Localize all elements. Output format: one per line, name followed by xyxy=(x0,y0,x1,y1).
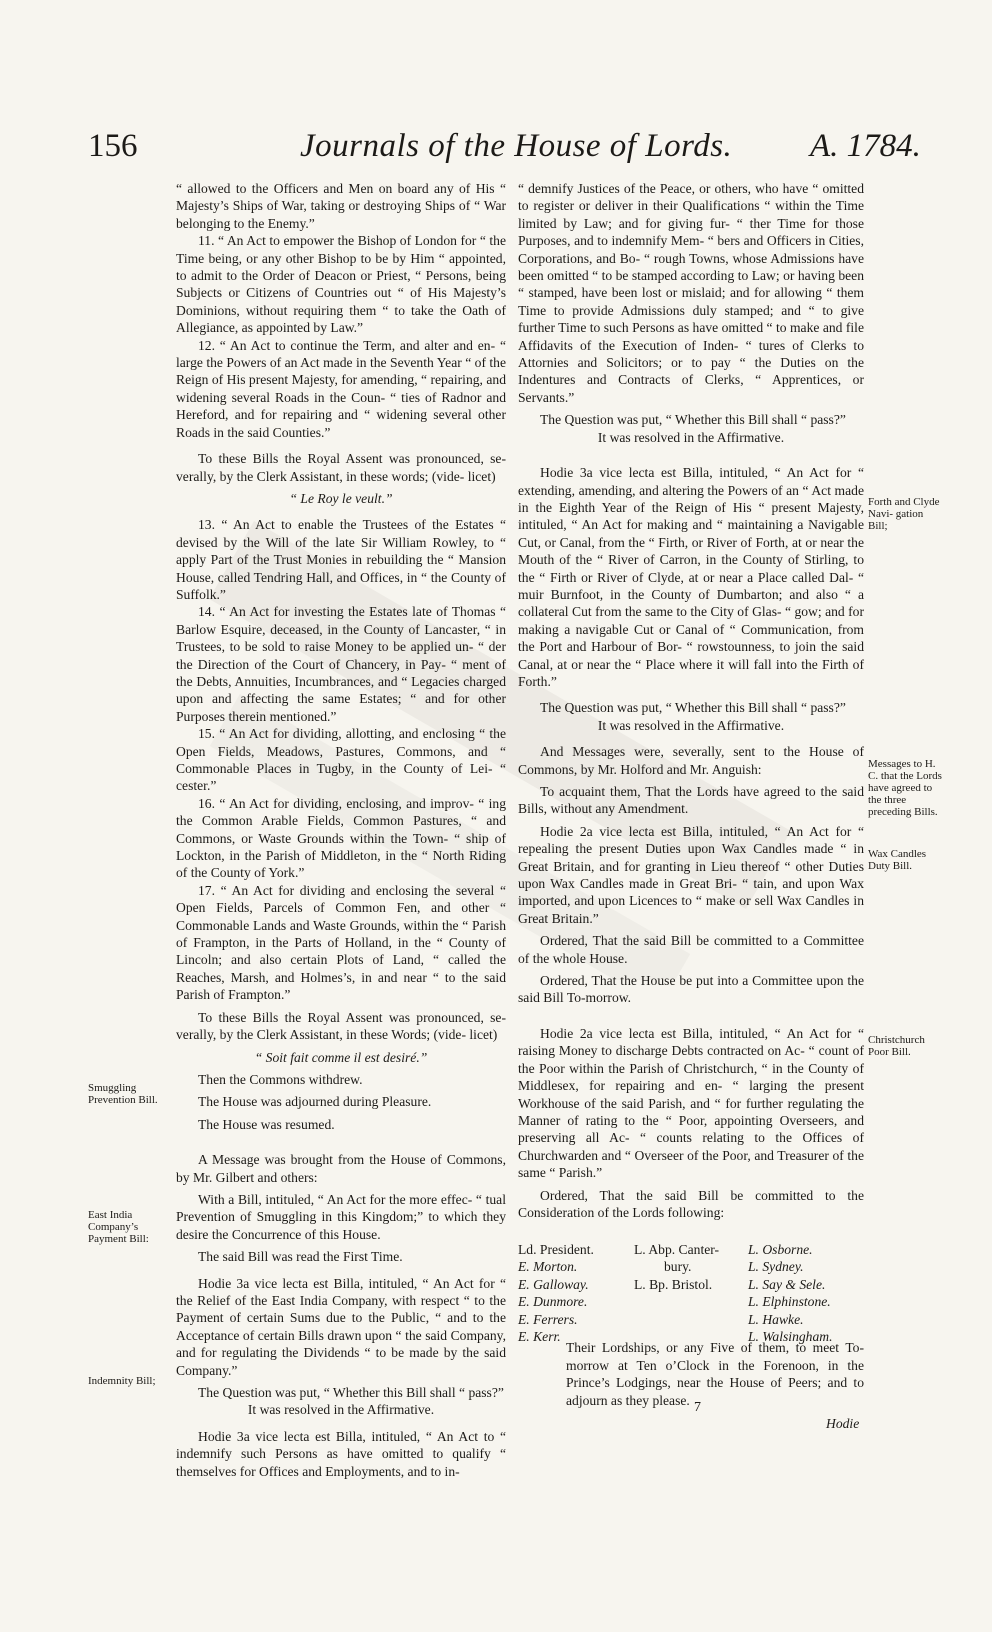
ordered-lords-committee: Ordered, That the said Bill be committed to the Consideration of the Lords following: xyxy=(518,1187,864,1220)
paragraph-christchurch-bill: Hodie 2a vice lecta est Billa, intituled, “ An Act for “ raising Money to discharge Debts contracted on Ac- “ count of the Poor within the Parish of Christchurch, “ in the County of Middlesex, for repairing and en- “ larging the present Workhouse of the said Parish, and “ for further regulating the Manner of rating to the “ Poor, appointing Overseers, and preserving all Ac- “ counts relating to the Offices of Churchwarden and “ Overseer of the Poor, and Treasurer of the same “ Parish.” xyxy=(518,1025,864,1181)
page-header xyxy=(0,128,992,176)
paragraph-forth-clyde-bill: Hodie 3a vice lecta est Billa, intituled, “ An Act for “ extending, amending, and altering the Powers of an “ Act made in the Eighth Year of the Reign of His “ present Majesty, intituled, “ An Act for making and “ maintaining a Navigable Cut, or Canal, from the “ Firth, or River of Forth, at or near the Mouth of the “ River of Carron, in the County of Stirling, to the “ Firth or River of Clyde, at or near a Place called Dal- “ muir Burnfoot, in the County of Dumbarton; and also “ a collateral Cut from the same to the City of Glas- “ gow; and for making a navigable Cut or Canal of “ Communication, from the Port and Harbour of Bor- “ rowstounness, to join the said Canal, at or near the “ Place where it will fall into the Firth of Forth.” xyxy=(518,465,864,689)
catchword: Hodie xyxy=(826,1416,860,1431)
paragraph-acquaint: To acquaint them, That the Lords have agreed to the said Bills, without any Amendment. xyxy=(518,784,864,817)
question-put-1: The Question was put, “ Whether this Bill shall “ pass?” xyxy=(198,1385,504,1400)
paragraph-wax-candles-bill: Hodie 2a vice lecta est Billa, intituled, “ An Act for “ repealing the present Duties upon Wax Candles made “ in Great Britain, and for granting in Lieu thereof “ other Duties upon Wax Candles made in Great Bri- “ tain, and upon Wax imported, and upon Licences to “ make or sell Wax Candles in Great Britain.” xyxy=(518,823,864,926)
question-put-2: The Question was put, “ Whether this Bill shall “ pass?” xyxy=(540,412,846,428)
lords-list-col-2 xyxy=(634,1241,719,1293)
paragraph-indemnity-bill: Hodie 3a vice lecta est Billa, intituled, “ An Act to “ indemnify such Persons as have omitted to qualify “ themselves for Offices and Employments, and to in- xyxy=(176,1428,506,1479)
lord-name: bury. xyxy=(664,1259,692,1275)
paragraph-indemnity-cont: “ demnify Justices of the Peace, or others, who have “ omitted to register or deliver in their Qualifications “ within the Time limited by Law; and for giving fur- “ ther Time for those Purposes, and to indemnify Mem- “ bers and Officers in Cities, Corporations, and Bo- “ rough Towns, whose Admissions have been omitted “ to be stamped according to Law; or having been “ stamped, have been lost or mislaid; and for allowing “ them Time to provide Admissions duly stamped; and “ to give further Time to such Persons as have omitted “ to make and file Affidavits of the Execution of Inden- “ tures of Clerks to Attornies and Solicitors; or to pay “ the Duties on the Indentures and Contracts of Clerks, “ Apprentices, or Servants.” xyxy=(518,181,864,405)
lords-list-col-3 xyxy=(748,1241,832,1345)
ordered-committee-tomorrow: Ordered, That the House be put into a Committee upon the said Bill To-morrow. xyxy=(518,973,864,1006)
margin-note-messages: Messages to H. C. that the Lords have agreed to the three preceding Bills. xyxy=(868,758,942,818)
ordered-committee-whole: Ordered, That the said Bill be committed to a Committee of the whole House. xyxy=(518,933,864,966)
paragraph-act-12: 12. “ An Act to continue the Term, and alter and en- “ large the Powers of an Act made in the Seventh Year “ of the Reign of His present Majesty, for amending, “ repairing, and widening several Roads in the Coun- “ ties of Radnor and Hereford, and for repairing and “ widening several other Roads in the said Counties.” xyxy=(176,337,506,440)
paragraph-prize-act-end: “ allowed to the Officers and Men on board any of His “ Majesty’s Ships of War, taking or destroying Ships of “ War belonging to the Enemy.” xyxy=(176,181,506,231)
lords-list-col-1 xyxy=(518,1241,594,1345)
margin-note-forth-clyde: Forth and Clyde Navi- gation Bill; xyxy=(868,496,940,532)
paragraph-act-17: 17. “ An Act for dividing and enclosing the several “ Open Fields, Parcels of Common Fen, and other “ Commonable Lands and Waste Grounds, within the “ Parish of Frampton, in the Parts of Holland, in the “ County of Lincoln; and also certain Plots of Land, “ called the Reaches, Marsh, and Holmes’s, in and near “ to the said Parish of Frampton.” xyxy=(176,882,506,1003)
resolved-affirmative-2: It was resolved in the Affirmative. xyxy=(597,429,785,445)
paragraph-act-16: 16. “ An Act for dividing, enclosing, and improv- “ ing the Common Arable Fields, Common Pastures, “ and Commons, or Waste Grounds within the Town- “ ship of Lockton, in the Parish of Middleton, in the “ North Riding of the County of York.” xyxy=(176,795,506,881)
paragraph-east-india-bill: Hodie 3a vice lecta est Billa, intituled, “ An Act for “ the Relief of the East India Company, with respect “ to the Payment of certain Sums due to the Public, “ and to the Acceptance of certain Bills drawn upon “ the said Company, and for regulating the Dividends “ to be made by the said Company.” xyxy=(176,1275,506,1378)
paragraph-act-15: 15. “ An Act for dividing, allotting, and enclosing “ the Open Fields, Meadows, Pastures, Commons, and “ Commonable Places in Tugby, in the County of Lei- “ cester.” xyxy=(176,726,506,794)
left-column xyxy=(176,180,506,1480)
margin-note-indemnity: Indemnity Bill; xyxy=(88,1375,156,1387)
lord-name: E. Kerr. xyxy=(518,1329,561,1345)
page-number: 156 xyxy=(88,128,138,164)
margin-note-east-india: East India Company’s Payment Bill: xyxy=(88,1209,149,1245)
paragraph-royal-assent-1: To these Bills the Royal Assent was pronounced, se- verally, by the Clerk Assistant, in these words; (vide- licet) xyxy=(176,451,506,484)
lord-name: E. Morton. xyxy=(518,1259,578,1275)
lords-list xyxy=(518,1241,864,1351)
lord-name: L. Bp. Bristol. xyxy=(634,1276,713,1292)
lord-name: Ld. President. xyxy=(518,1242,594,1257)
house-resumed: The House was resumed. xyxy=(198,1116,335,1132)
lord-name: L. Walsingham. xyxy=(748,1329,833,1345)
margin-note-wax-candles: Wax Candles Duty Bill. xyxy=(868,848,927,872)
lord-name: L. Elphinstone. xyxy=(748,1294,831,1310)
royal-formula-2: “ Soit fait comme il est desiré.” xyxy=(254,1049,428,1065)
paragraph-first-reading: The said Bill was read the First Time. xyxy=(198,1249,403,1265)
paragraph-lordships-meet: Their Lordships, or any Five of them, to meet To-morrow at Ten o’Clock in the Forenoon, in the Prince’s Lodgings, near the House of Peers; and to adjourn as they please. xyxy=(566,1340,864,1408)
house-adjourned: The House was adjourned during Pleasure. xyxy=(198,1094,432,1110)
paragraph-act-11: 11. “ An Act to empower the Bishop of London for “ the Time being, or any other Bishop to be by Him “ appointed, to admit to the Order of Deacon or Priest, “ Persons, being Subjects or Citizens of Countries out “ of His Majesty’s Dominions, without requiring them “ to take the Oath of Allegiance, as appointed by Law.” xyxy=(176,233,506,336)
paragraph-act-14: 14. “ An Act for investing the Estates late of Thomas “ Barlow Esquire, deceased, in the County of Lancaster, “ in Trustees, to be sold to raise Money to be applied un- “ der the Direction of the Court of Chancery, in Pay- “ ment of the Debts, Annuities, Incumbrances, and “ Legacies charged upon and affecting the same Estates; “ and for other Purposes therein mentioned.” xyxy=(176,604,506,724)
year-heading: A. 1784. xyxy=(810,128,921,164)
margin-note-smuggling: Smuggling Prevention Bill. xyxy=(88,1082,158,1106)
journal-title: Journals of the House of Lords. xyxy=(300,128,733,164)
lord-name: L. Say & Sele. xyxy=(748,1276,826,1292)
lord-name: E. Dunmore. xyxy=(518,1294,588,1310)
lord-name: L. Osborne. xyxy=(748,1242,813,1257)
signature-mark: 7 xyxy=(694,1400,701,1415)
right-column xyxy=(518,180,864,1409)
lord-name: E. Ferrers. xyxy=(518,1311,578,1327)
lord-name: L. Sydney. xyxy=(748,1259,804,1275)
paragraph-act-13: 13. “ An Act to enable the Trustees of the Estates “ devised by the Will of the late Sir William Rowley, to “ apply Part of the Trust Monies in rebuilding the “ Mansion House, called Tendring Hall, and Offices, in “ the County of Suffolk.” xyxy=(176,517,506,602)
lord-name: L. Hawke. xyxy=(748,1311,804,1327)
paragraph-messages-sent: And Messages were, severally, sent to the House of Commons, by Mr. Holford and Mr. Anguish: xyxy=(518,744,864,777)
royal-formula-1: “ Le Roy le veult.” xyxy=(289,490,393,506)
resolved-affirmative-1: It was resolved in the Affirmative. xyxy=(247,1402,435,1418)
resolved-affirmative-3: It was resolved in the Affirmative. xyxy=(597,717,785,733)
lord-name: E. Galloway. xyxy=(518,1276,589,1292)
paragraph-smuggling-bill: With a Bill, intituled, “ An Act for the more effec- “ tual Prevention of Smuggling in this Kingdom;” to which they desire the Concurrence of this House. xyxy=(176,1191,506,1242)
lord-name: L. Abp. Canter- xyxy=(634,1242,720,1257)
commons-withdrew: Then the Commons withdrew. xyxy=(198,1071,363,1087)
question-put-3: The Question was put, “ Whether this Bill shall “ pass?” xyxy=(540,700,846,716)
paragraph-message-commons: A Message was brought from the House of Commons, by Mr. Gilbert and others: xyxy=(176,1152,506,1185)
margin-note-christchurch: Christchurch Poor Bill. xyxy=(868,1034,925,1058)
paragraph-royal-assent-2: To these Bills the Royal Assent was pronounced, se- verally, by the Clerk Assistant, in these Words; (vide- licet) xyxy=(176,1009,506,1043)
